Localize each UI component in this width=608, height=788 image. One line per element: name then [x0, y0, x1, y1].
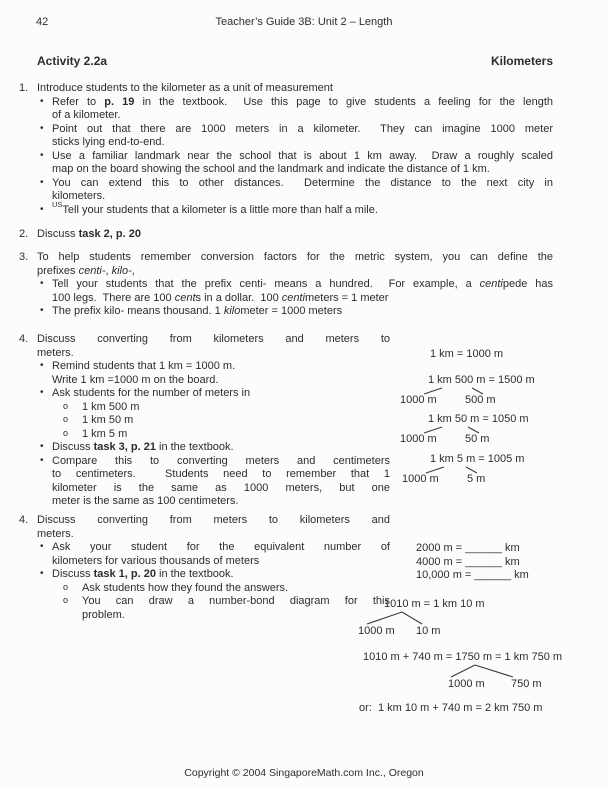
bond-part-right: 5 m	[467, 473, 486, 485]
bullet-item	[37, 199, 553, 218]
sub-bullet-icon: o	[63, 581, 69, 592]
bullet-text: You can extend this to other distances. Determine the distance to the next city in kilometers.	[52, 176, 553, 202]
or-equation: or: 1 km 10 m + 740 m = 2 km 750 m	[359, 702, 543, 714]
list-item-1	[19, 82, 553, 217]
bond-part-left: 1000 m	[400, 433, 437, 445]
bullet-item	[37, 278, 553, 305]
bond-part-left: 1000 m	[402, 473, 439, 485]
bullet-text: Tell your students that the prefix centi- means a hundred. For example, a centipede has 100 legs. There are 100 cents in a dollar. 100 centimeters = 1 meter	[52, 278, 553, 304]
bullet-icon: •	[40, 454, 44, 466]
bullet-item	[37, 360, 390, 387]
bullet-icon: •	[40, 122, 44, 134]
bullet-text: The prefix kilo- means thousand. 1 kilometer = 1000 meters	[52, 305, 343, 317]
bullet-text: Use a familiar landmark near the school that is about 1 km away. Draw a roughly scaled map on the board showing the school and the landmark and indicate the distance of 1 km.	[52, 149, 553, 175]
item-number: 4.	[19, 514, 29, 526]
blank-equations	[416, 542, 529, 583]
sub-bullet-icon: o	[63, 595, 69, 605]
header-title: Teacher’s Guide 3B: Unit 2 – Length	[215, 16, 393, 28]
bullet-item	[37, 305, 553, 319]
bullet-text: Remind students that 1 km = 1000 m. Write 1 km =1000 m on the board.	[52, 360, 236, 386]
blank-equation: 10,000 m = ______ km	[416, 569, 529, 581]
sub-bullet-item	[37, 582, 390, 596]
bullet-item	[37, 568, 390, 582]
bullet-icon: •	[40, 203, 44, 215]
sub-bullet-text: 1 km 50 m	[82, 414, 134, 426]
bond-part-left: 1000 m	[400, 394, 437, 406]
page-header	[0, 16, 608, 30]
item-head: Discuss converting from meters to kilometers and meters.	[37, 514, 390, 540]
sub-bullet-text: 1 km 5 m	[82, 427, 128, 440]
sub-bullet-icon: o	[63, 427, 69, 438]
bullet-icon: •	[40, 176, 44, 188]
activity-topic: Kilometers	[490, 54, 553, 68]
bullet-text: Discuss task 1, p. 20 in the textbook.	[52, 568, 234, 580]
bond-sum: 1 km 5 m = 1005 m	[430, 453, 525, 465]
bullet-text: Ask students for the number of meters in	[52, 387, 251, 399]
bond-sum: 1010 m = 1 km 10 m	[384, 598, 485, 610]
sub-bullet-item	[37, 414, 390, 428]
sub-bullet-icon: o	[63, 400, 69, 411]
bullet-icon: •	[40, 278, 44, 289]
item-number: 2.	[19, 228, 29, 240]
sub-bullet-item	[37, 401, 390, 415]
item-number: 3.	[19, 251, 29, 263]
sub-bullet-item	[37, 428, 390, 442]
item-head: To help students remember conversion factors for the metric system, you can define the prefixes centi-, kilo-,	[37, 251, 553, 277]
bullet-icon: •	[40, 95, 44, 107]
bullet-icon: •	[40, 541, 44, 552]
list-item-2	[19, 228, 553, 242]
bond-part-right: 10 m	[416, 625, 441, 637]
activity-row	[37, 55, 553, 69]
bullet-icon: •	[40, 305, 44, 316]
equation-km: 1 km = 1000 m	[430, 348, 504, 360]
bond-part-left: 1000 m	[448, 678, 485, 690]
bullet-icon: •	[40, 441, 44, 452]
bullet-item	[37, 123, 553, 150]
bullet-item	[37, 96, 553, 123]
bullet-icon: •	[40, 360, 44, 371]
bullet-text: Ask your student for the equivalent number of kilometers for various thousands of meters	[52, 541, 390, 567]
item-number: 4.	[19, 333, 29, 345]
bullet-item	[37, 455, 390, 509]
sub-bullet-text: 1 km 500 m	[82, 400, 140, 413]
item-head: Discuss converting from kilometers and meters to meters.	[37, 333, 390, 359]
bullet-icon: •	[40, 149, 44, 161]
bullet-text: $^{US}$Tell your students that a kilometer is a little more than half a mile.	[52, 199, 378, 216]
bond-sum: 1010 m + 740 m = 1750 m = 1 km 750 m	[363, 651, 563, 663]
bond-part-left: 1000 m	[358, 625, 395, 637]
bond-sum: 1 km 500 m = 1500 m	[428, 374, 535, 386]
bullet-text: Point out that there are 1000 meters in a kilometer. They can imagine 1000 meter sticks lying end-to-end.	[52, 122, 553, 148]
list-item-3	[19, 251, 553, 319]
bullet-item	[37, 387, 390, 401]
activity-label: Activity 2.2a	[37, 54, 108, 68]
blank-equation: 2000 m = ______ km	[416, 542, 520, 554]
bullet-icon: •	[40, 568, 44, 579]
bullet-text: Discuss task 3, p. 21 in the textbook.	[52, 441, 234, 453]
sub-bullet-text: Ask students how they found the answers.	[82, 581, 289, 594]
bond-part-right: 750 m	[511, 678, 542, 690]
page-number: 42	[36, 16, 49, 28]
number-bond-50	[400, 413, 570, 446]
bullet-text: Refer to p. 19 in the textbook. Use this page to give students a feeling for the length of a kilometer.	[52, 95, 553, 121]
item-number: 1.	[19, 82, 29, 94]
number-bond-5	[402, 453, 572, 486]
bullet-item	[37, 177, 553, 204]
bond-sum: 1 km 50 m = 1050 m	[428, 413, 529, 425]
number-bond-500	[400, 374, 570, 407]
footer-copyright: Copyright © 2004 SingaporeMath.com Inc., Oregon	[184, 767, 424, 779]
list-item-4b	[19, 514, 390, 622]
bullet-text: Compare this to converting meters and centimeters to centimeters. Students need to remember that 1 kilometer is the same as 1000 meters, but one meter is the same as 100 centimeters.	[52, 454, 390, 507]
bullet-item	[37, 441, 390, 455]
item-head: Discuss task 2, p. 20	[37, 228, 141, 240]
sub-bullet-item	[37, 595, 390, 622]
bullet-item	[37, 541, 390, 568]
blank-equation: 4000 m = ______ km	[416, 555, 520, 568]
number-bond-1750	[363, 651, 573, 691]
bond-part-right: 50 m	[465, 433, 490, 445]
list-item-4a	[19, 333, 390, 509]
bullet-item	[37, 150, 553, 177]
bullet-icon: •	[40, 387, 44, 398]
number-bond-1010	[358, 598, 488, 638]
bond-part-right: 500 m	[465, 394, 496, 406]
sub-bullet-icon: o	[63, 414, 69, 424]
item-head: Introduce students to the kilometer as a unit of measurement	[37, 82, 333, 94]
sub-bullet-text: You can draw a number-bond diagram for this problem.	[82, 595, 390, 621]
